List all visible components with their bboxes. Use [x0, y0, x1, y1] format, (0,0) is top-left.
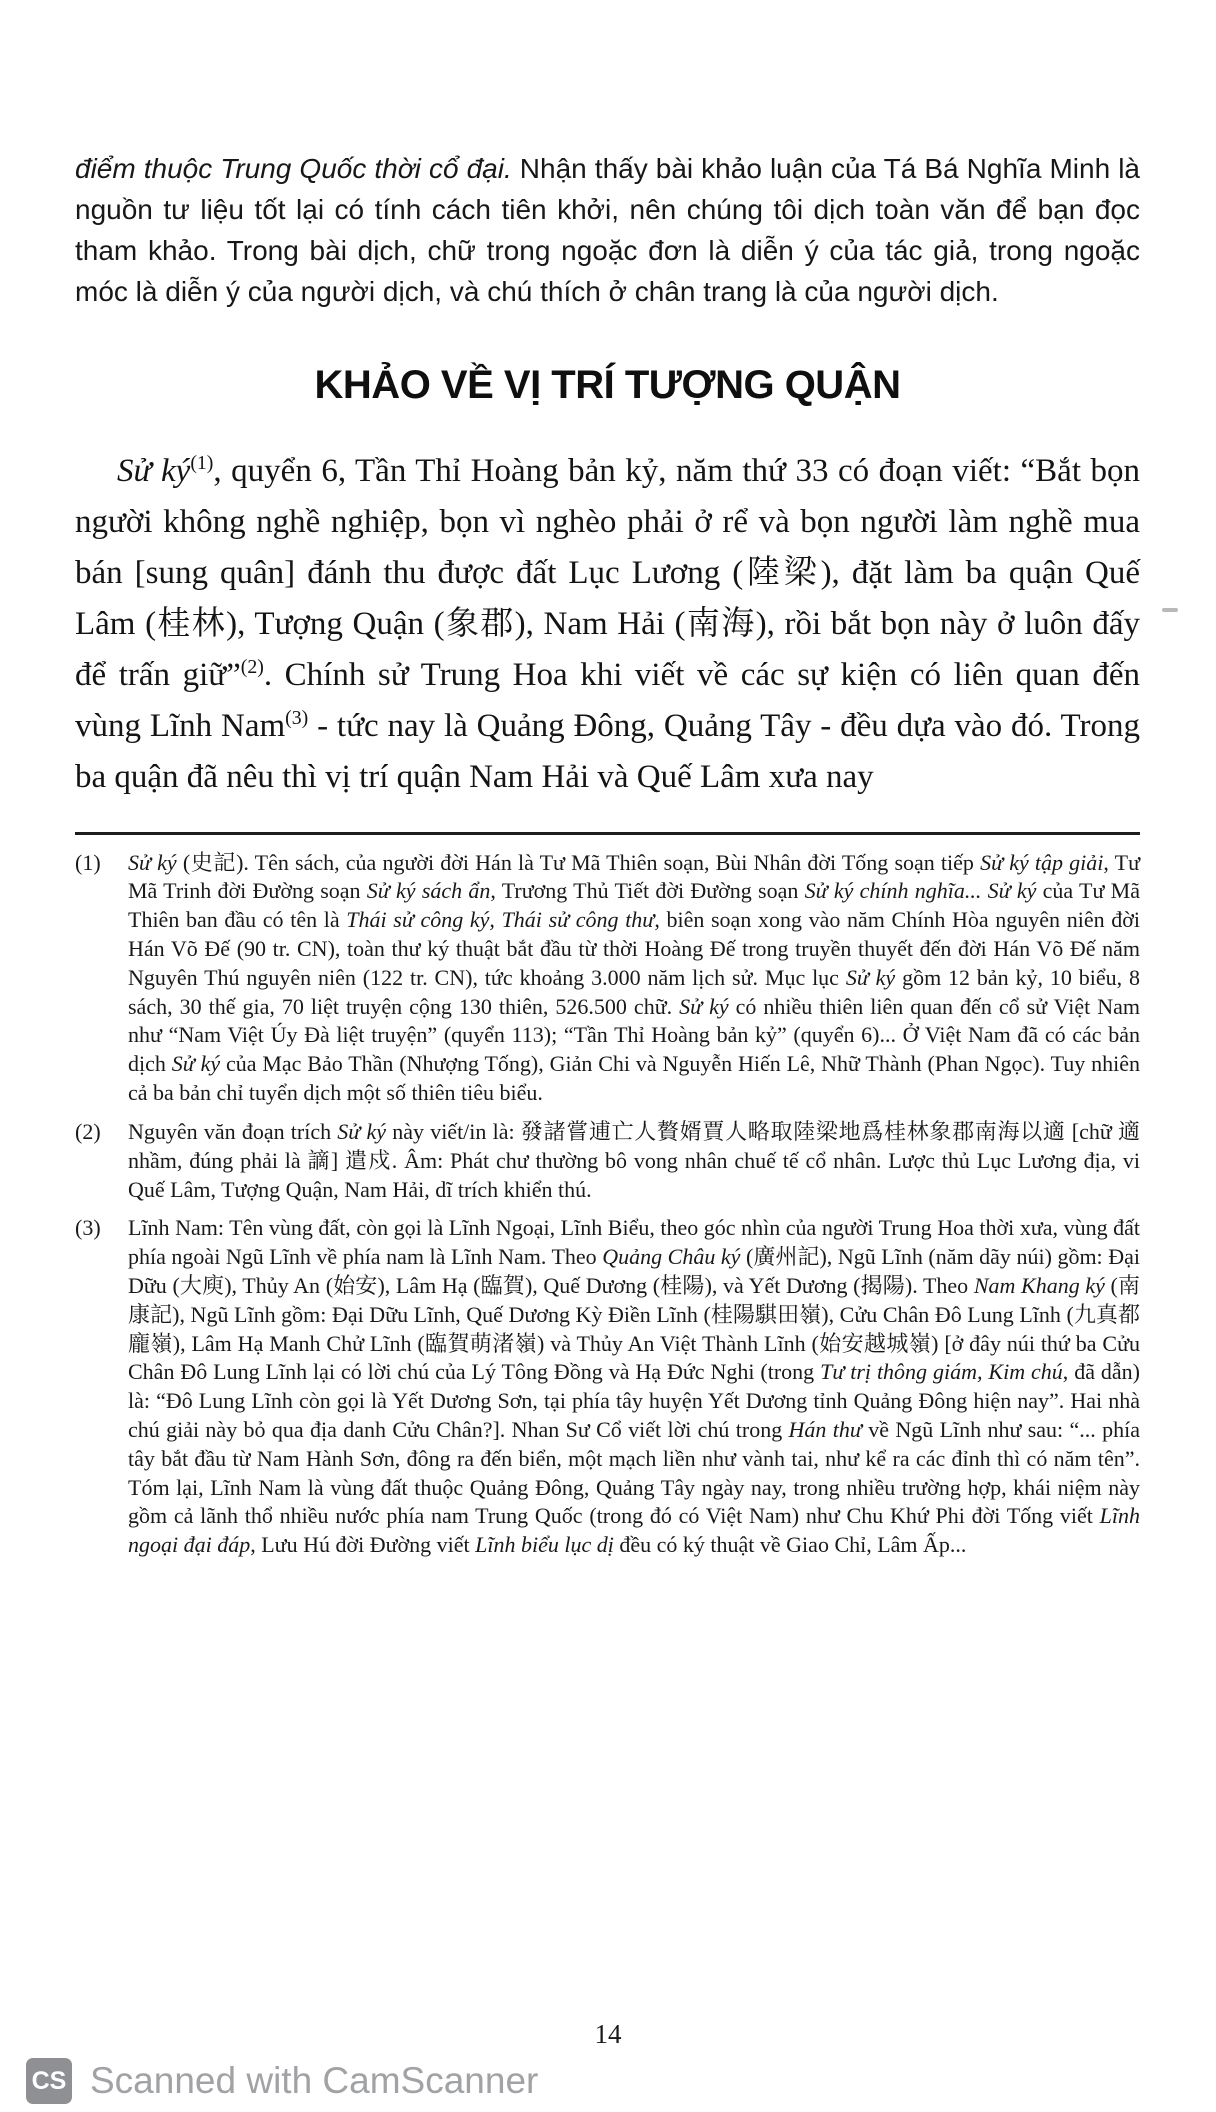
page-content: [75, 148, 1140, 1560]
intro-paragraph: điểm thuộc Trung Quốc thời cổ đại. Nhận thấy bài khảo luận của Tá Bá Nghĩa Minh là nguồn tư liệu tốt lại có tính cách tiên khởi, nên chúng tôi dịch toàn văn để bạn đọc tham khảo. Trong bài dịch, chữ trong ngoặc đơn là diễn ý của tác giả, trong ngoặc móc là diễn ý của người dịch, và chú thích ở chân trang là của người dịch.: [75, 153, 1140, 308]
camscanner-watermark: [26, 2058, 538, 2104]
footnotes-list: [75, 849, 1140, 1561]
footnote-number: (1): [75, 849, 101, 875]
footnote-text: Lĩnh Nam: Tên vùng đất, còn gọi là Lĩnh Ngoại, Lĩnh Biểu, theo góc nhìn của người Trung Hoa thời xưa, vùng đất phía ngoài Ngũ Lĩnh về phía nam là Lĩnh Nam. Theo Quảng Châu ký (廣州記), Ngũ Lĩnh (năm dãy núi) gồm: Đại Dữu (大庾), Thủy An (始安), Lâm Hạ (臨賀), Quế Dương (桂陽), và Yết Dương (揭陽). Theo Nam Khang ký (南康記), Ngũ Lĩnh gồm: Đại Dữu Lĩnh, Quế Dương Kỳ Điền Lĩnh (桂陽騏田嶺), Cửu Chân Đô Lung Lĩnh (九真都龐嶺), Lâm Hạ Manh Chử Lĩnh (臨賀萌渚嶺) và Thủy An Việt Thành Lĩnh (始安越城嶺) [ở đây núi thứ ba Cửu Chân Đô Lung Lĩnh lại có lời chú của Lý Tông Đồng và Hạ Đức Nghi (trong Tư trị thông giám, Kim chú, đã dẫn) là: “Đô Lung Lĩnh còn gọi là Yết Dương Sơn, tại phía tây huyện Yết Dương tỉnh Quảng Đông hiện nay”. Hai nhà chú giải này bỏ qua địa danh Cửu Chân?]. Nhan Sư Cổ viết lời chú trong Hán thư về Ngũ Lĩnh như sau: “... phía tây bắt đầu từ Nam Hành Sơn, đông ra đến biển, một mạch liền như vành tai, như kể ra các đỉnh thì có năm tên”. Tóm lại, Lĩnh Nam là vùng đất thuộc Quảng Đông, Quảng Tây ngày nay, trong nhiều trường hợp, khái niệm này gồm cả lãnh thổ nhiều nước phía nam Trung Quốc (trong đó có Việt Nam) như Chu Khứ Phi đời Tống viết Lĩnh ngoại đại đáp, Lưu Hú đời Đường viết Lĩnh biểu lục dị đều có ký thuật về Giao Chỉ, Lâm Ấp...: [128, 1215, 1141, 1558]
camscanner-logo: CS: [26, 2058, 72, 2104]
scan-artifact: [1162, 608, 1178, 612]
footnote-text: Sử ký (史記). Tên sách, của người đời Hán là Tư Mã Thiên soạn, Bùi Nhân đời Tống soạn tiếp Sử ký tập giải, Tư Mã Trinh đời Đường soạn Sử ký sách ẩn, Trương Thủ Tiết đời Đường soạn Sử ký chính nghĩa... Sử ký của Tư Mã Thiên ban đầu có tên là Thái sử công ký, Thái sử công thư, biên soạn xong vào năm Chính Hòa nguyên niên đời Hán Võ Đế (90 tr. CN), toàn thư ký thuật bắt đầu từ thời Hoàng Đế trong truyền thuyết đến đời Hán Võ Đế năm Nguyên Thú nguyên niên (122 tr. CN), tức khoảng 3.000 năm lịch sử. Mục lục Sử ký gồm 12 bản kỷ, 10 biểu, 8 sách, 30 thế gia, 70 liệt truyện cộng 130 thiên, 526.500 chữ. Sử ký có nhiều thiên liên quan đến cổ sử Việt Nam như “Nam Việt Úy Đà liệt truyện” (quyển 113); “Tần Thỉ Hoàng bản kỷ” (quyển 6)... Ở Việt Nam đã có các bản dịch Sử ký của Mạc Bảo Thần (Nhượng Tống), Giản Chi và Nguyễn Hiến Lê, Nhữ Thành (Phan Ngọc). Tuy nhiên cả ba bản chỉ tuyển dịch một số thiên tiêu biểu.: [128, 849, 1140, 1106]
page-number: 14: [594, 2019, 622, 2049]
footnote-number: (2): [75, 1118, 101, 1144]
footnote-item: [75, 1118, 1140, 1204]
footnote-item: [75, 849, 1140, 1108]
camscanner-text: Scanned with CamScanner: [90, 2060, 539, 2101]
footnote-separator: [75, 832, 1140, 835]
footnote-text: Nguyên văn đoạn trích Sử ký này viết/in là: 發諸嘗逋亡人贅婿賈人略取陸梁地爲桂林象郡南海以適 [chữ 適 nhầm, đúng phải là 謫] 遣戍. Âm: Phát chư thường bô vong nhân chuế tế cổ nhân. Lược thủ Lục Lương địa, vi Quế Lâm, Tượng Quận, Nam Hải, dĩ trích khiển thú.: [128, 1118, 1141, 1202]
footnote-item: [75, 1214, 1140, 1560]
body-paragraph: Sử $ký^{(1)}$, quyển 6, Tần Thỉ Hoàng bản kỷ, năm thứ 33 có đoạn viết: “Bắt bọn người không nghề nghiệp, bọn vì nghèo phải ở rể và bọn người làm nghề mua bán [sung quân] đánh thu được đất Lục Lương (陸梁), đặt làm ba quận Quế Lâm (桂林), Tượng Quận (象郡), Nam Hải (南海), rồi bắt bọn này ở luôn đấy để trấn giữ”$^{(2)}$. Chính sử Trung Hoa khi viết về các sự kiện có liên quan đến vùng Lĩnh Nam$^{(3)}$ - tức nay là Quảng Đông, Quảng Tây - đều dựa vào đó. Trong ba quận đã nêu thì vị trí quận Nam Hải và Quế Lâm xưa nay: [75, 451, 1141, 796]
chapter-title: KHẢO VỀ VỊ TRÍ TƯỢNG QUẬN: [314, 362, 901, 407]
footnote-number: (3): [75, 1215, 101, 1241]
